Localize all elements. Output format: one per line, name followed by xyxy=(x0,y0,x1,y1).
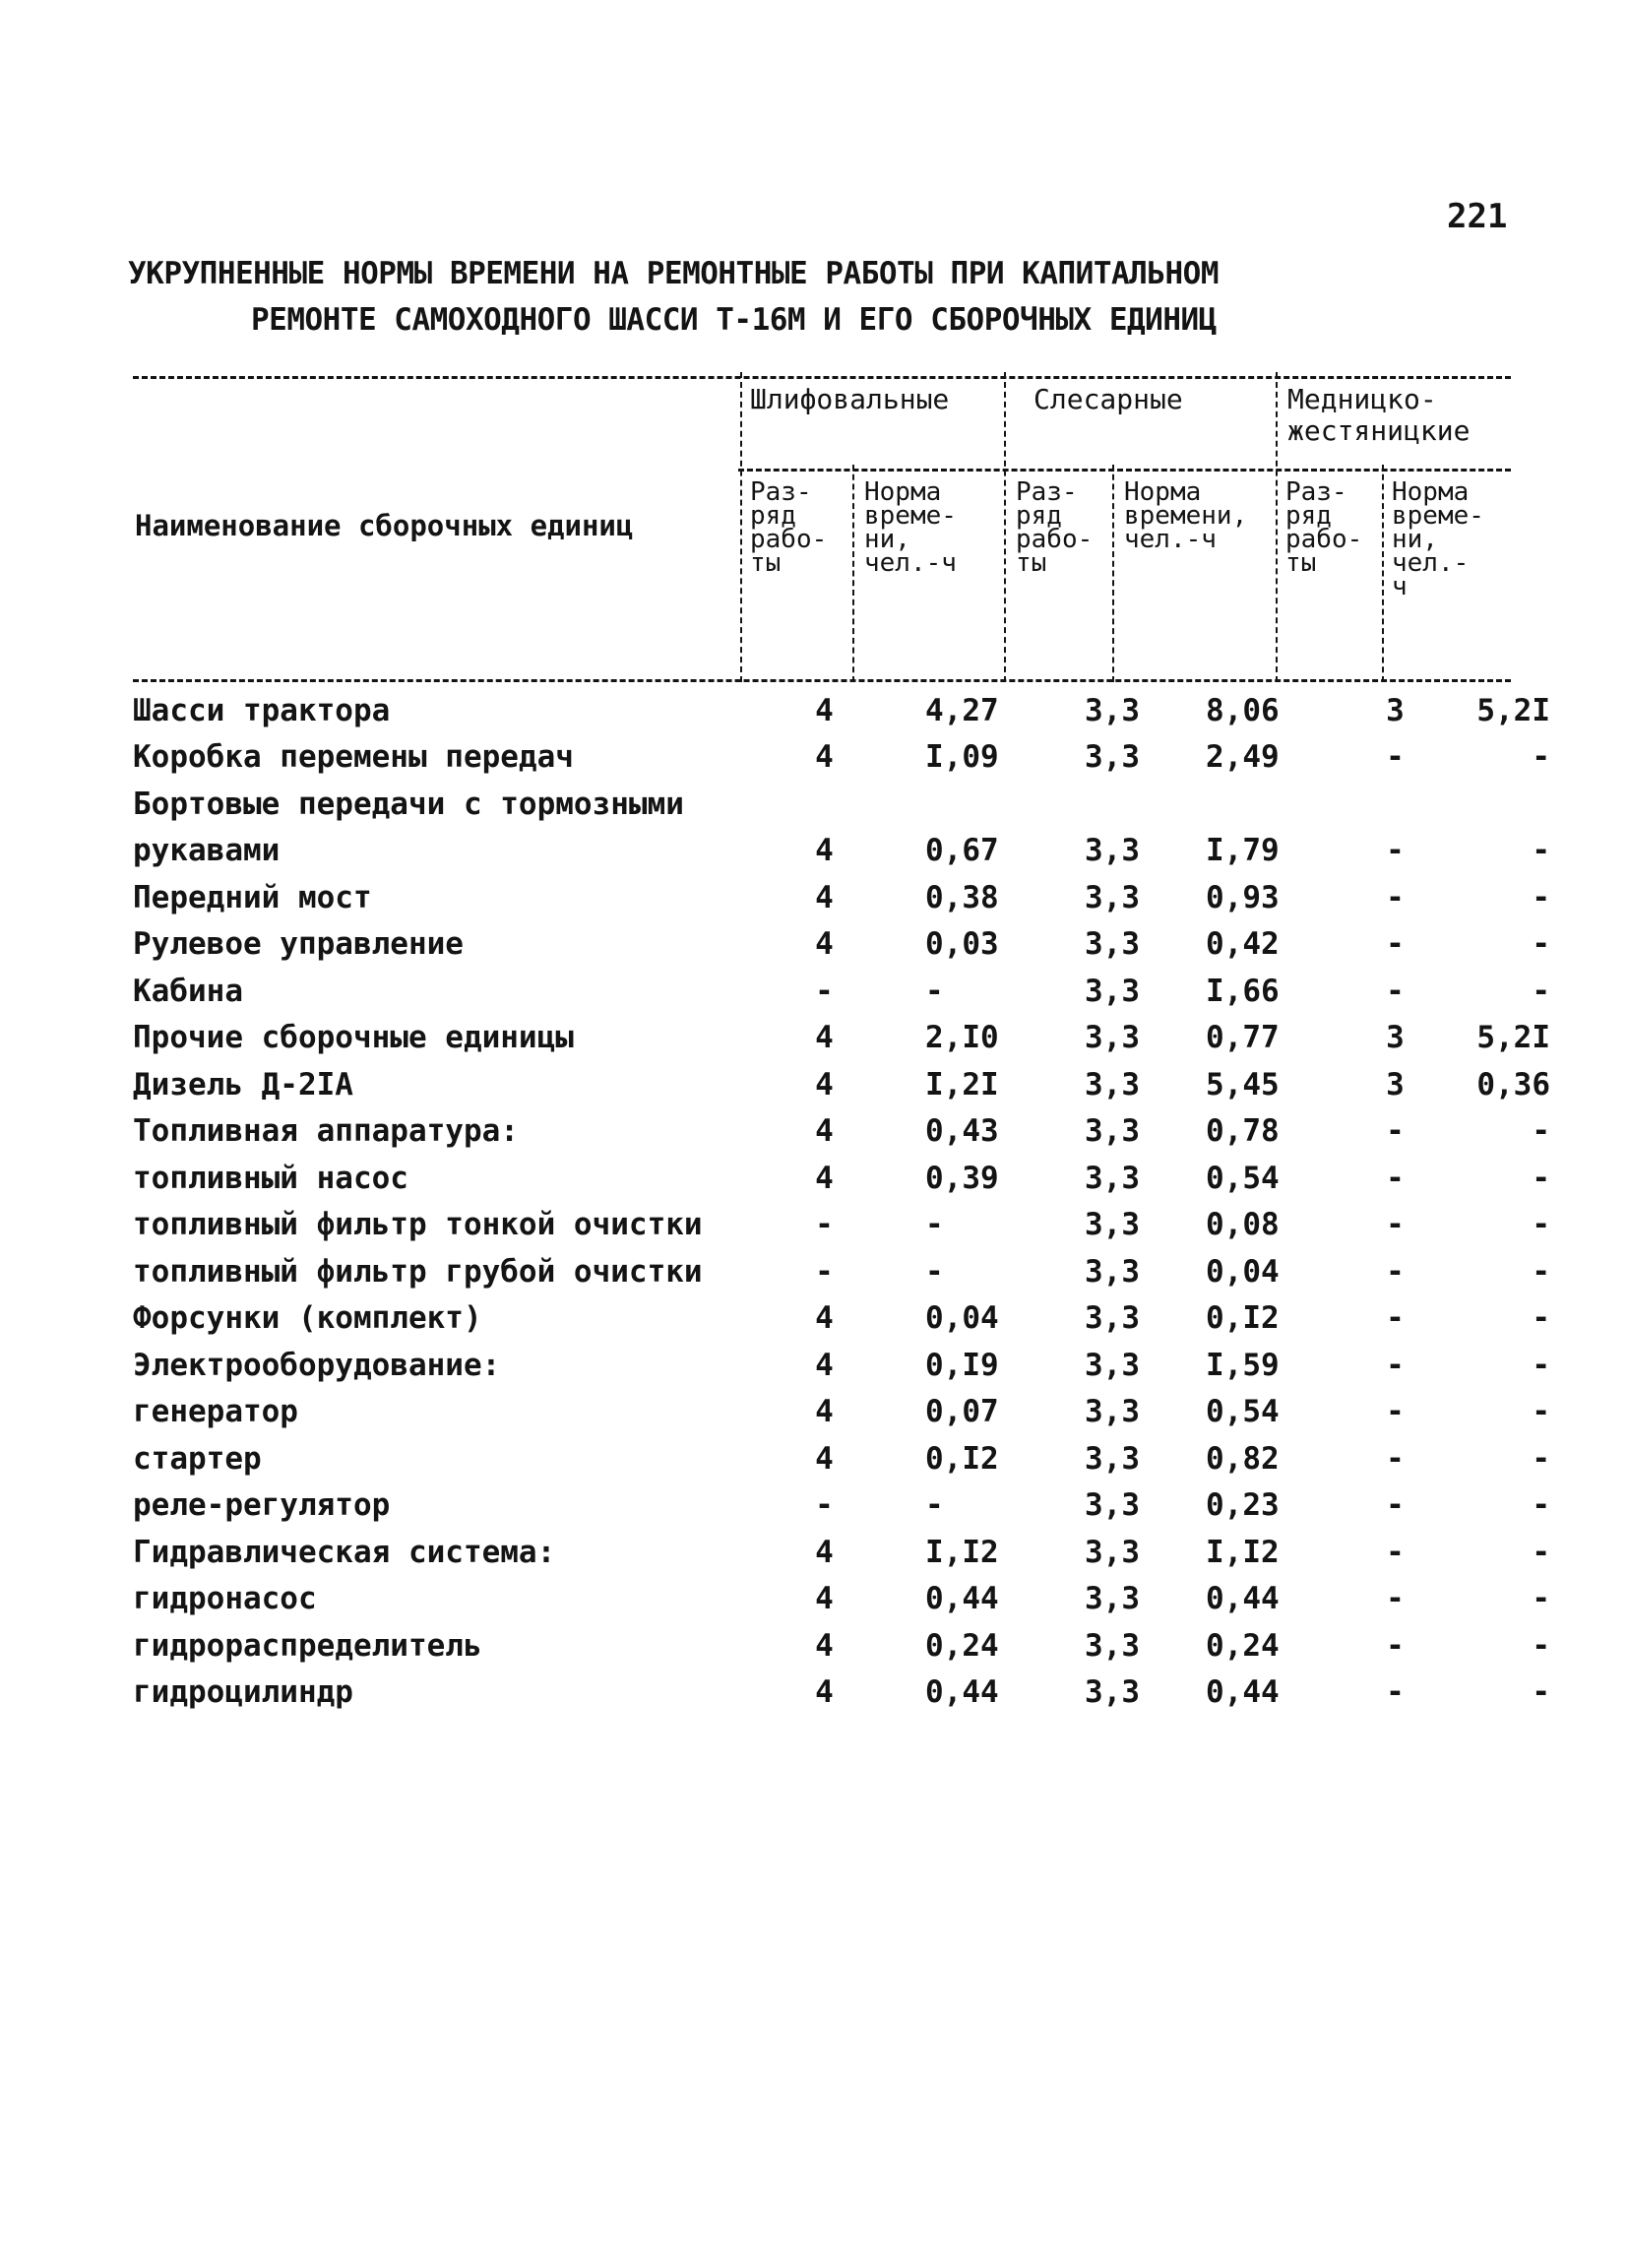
table-row xyxy=(133,1061,1550,1108)
cell-fitting-norm: 5,45 xyxy=(1206,1066,1280,1102)
cell-tinsmith-grade: - xyxy=(1386,1534,1405,1570)
header-group-tin-l1: Медницко- xyxy=(1287,383,1437,415)
cell-tinsmith-norm: 0,36 xyxy=(1476,1066,1550,1102)
cell-grinding-grade: 4 xyxy=(815,1674,834,1711)
cell-tinsmith-grade: 3 xyxy=(1386,1020,1405,1056)
cell-tinsmith-grade: - xyxy=(1386,1113,1405,1150)
cell-fitting-norm: I,66 xyxy=(1206,973,1280,1009)
cell-grinding-norm: - xyxy=(925,1253,944,1290)
row-name: топливный фильтр тонкой очистки xyxy=(133,1207,703,1243)
cell-fitting-grade: 3,3 xyxy=(1085,1160,1140,1196)
cell-grinding-grade: 4 xyxy=(815,1440,834,1477)
cell-tinsmith-grade: - xyxy=(1386,1300,1405,1337)
table-row xyxy=(133,1108,1550,1156)
cell-fitting-norm: 0,I2 xyxy=(1206,1300,1280,1337)
cell-tinsmith-grade: 3 xyxy=(1386,692,1405,728)
row-name: топливный насос xyxy=(133,1160,408,1196)
cell-tinsmith-grade: - xyxy=(1386,879,1405,915)
cell-tinsmith-grade xyxy=(1344,781,1447,828)
cell-grinding-grade: 4 xyxy=(815,926,834,963)
cell-grinding-norm: I,I2 xyxy=(925,1534,999,1570)
row-name: гидрораспределитель xyxy=(133,1627,482,1664)
cell-tinsmith-norm: - xyxy=(1532,1487,1550,1524)
cell-grinding-norm: 2,I0 xyxy=(925,1020,999,1056)
row-name: Шасси трактора xyxy=(133,692,391,728)
cell-tinsmith-norm: - xyxy=(1532,833,1550,869)
title-line-2: РЕМОНТЕ САМОХОДНОГО ШАССИ Т-16М И ЕГО СБОРОЧНЫХ ЕДИНИЦ xyxy=(251,302,1217,338)
cell-grinding-norm: 0,43 xyxy=(925,1113,999,1150)
cell-grinding-norm: - xyxy=(925,1487,944,1524)
row-name: Электрооборудование: xyxy=(133,1347,501,1383)
cell-grinding-norm: 0,24 xyxy=(925,1627,999,1664)
table-row xyxy=(133,874,1550,921)
cell-grinding-grade: 4 xyxy=(815,1627,834,1664)
cell-fitting-grade: 3,3 xyxy=(1085,1440,1140,1477)
cell-grinding-norm: - xyxy=(925,1207,944,1243)
cell-tinsmith-grade: - xyxy=(1386,1487,1405,1524)
cell-fitting-norm: 8,06 xyxy=(1206,692,1280,728)
subheader-norm-1: Норма време- ни, чел.-ч xyxy=(864,477,957,578)
norms-table-body xyxy=(133,687,1550,1716)
cell-grinding-grade: 4 xyxy=(815,1581,834,1617)
cell-tinsmith-grade: - xyxy=(1386,1440,1405,1477)
cell-tinsmith-grade: - xyxy=(1386,1160,1405,1196)
cell-tinsmith-norm: - xyxy=(1532,1674,1550,1711)
table-row xyxy=(133,1622,1550,1670)
cell-fitting-norm: 0,23 xyxy=(1206,1487,1280,1524)
cell-grinding-grade: - xyxy=(815,973,834,1009)
table-row xyxy=(133,1015,1550,1062)
cell-tinsmith-norm: - xyxy=(1532,926,1550,963)
divider-group-1 xyxy=(1004,372,1006,682)
cell-tinsmith-norm: - xyxy=(1532,1160,1550,1196)
cell-fitting-norm: 0,42 xyxy=(1206,926,1280,963)
cell-tinsmith-grade: - xyxy=(1386,1394,1405,1430)
cell-tinsmith-norm xyxy=(1447,781,1550,828)
row-name: Прочие сборочные единицы xyxy=(133,1020,574,1056)
cell-grinding-grade: 4 xyxy=(815,1347,834,1383)
cell-fitting-norm: 0,54 xyxy=(1206,1160,1280,1196)
cell-fitting-norm: 0,24 xyxy=(1206,1627,1280,1664)
cell-fitting-grade xyxy=(1038,781,1186,828)
cell-tinsmith-norm: - xyxy=(1532,1113,1550,1150)
cell-tinsmith-norm: - xyxy=(1532,879,1550,915)
cell-tinsmith-norm: - xyxy=(1532,1394,1550,1430)
table-row xyxy=(133,1670,1550,1717)
row-name: Коробка перемены передач xyxy=(133,739,574,776)
row-name: генератор xyxy=(133,1394,298,1430)
divider-sub-1 xyxy=(852,465,854,682)
cell-fitting-grade: 3,3 xyxy=(1085,1300,1140,1337)
cell-fitting-grade: 3,3 xyxy=(1085,1534,1140,1570)
cell-grinding-grade: 4 xyxy=(815,1066,834,1102)
cell-fitting-grade: 3,3 xyxy=(1085,1581,1140,1617)
header-group-fitting: Слесарные xyxy=(1033,383,1183,415)
cell-fitting-norm: 2,49 xyxy=(1206,739,1280,776)
cell-grinding-norm: I,09 xyxy=(925,739,999,776)
cell-fitting-norm: I,79 xyxy=(1206,833,1280,869)
cell-grinding-grade: 4 xyxy=(815,1020,834,1056)
cell-fitting-norm: I,I2 xyxy=(1206,1534,1280,1570)
cell-grinding-norm: 0,44 xyxy=(925,1581,999,1617)
cell-tinsmith-grade: - xyxy=(1386,926,1405,963)
cell-tinsmith-grade: - xyxy=(1386,1674,1405,1711)
cell-tinsmith-grade: - xyxy=(1386,973,1405,1009)
cell-tinsmith-norm: - xyxy=(1532,1627,1550,1664)
cell-fitting-norm: 0,78 xyxy=(1206,1113,1280,1150)
cell-grinding-grade: 4 xyxy=(815,1300,834,1337)
table-row xyxy=(133,781,1550,828)
cell-grinding-grade: 4 xyxy=(815,692,834,728)
row-name: Бортовые передачи с тормозными xyxy=(133,786,684,822)
cell-grinding-grade: 4 xyxy=(815,879,834,915)
cell-grinding-norm xyxy=(906,781,1038,828)
cell-grinding-norm: 0,39 xyxy=(925,1160,999,1196)
header-top-rule xyxy=(133,376,1511,379)
row-name: рукавами xyxy=(133,833,281,869)
header-name-col: Наименование сборочных единиц xyxy=(135,509,634,542)
cell-tinsmith-norm: - xyxy=(1532,1207,1550,1243)
cell-tinsmith-norm: 5,2I xyxy=(1476,692,1550,728)
cell-grinding-grade: - xyxy=(815,1253,834,1290)
cell-grinding-norm: 0,67 xyxy=(925,833,999,869)
header-group-tin-l2: жестяницкие xyxy=(1287,414,1471,447)
table-row xyxy=(133,1248,1550,1295)
cell-tinsmith-norm: - xyxy=(1532,1253,1550,1290)
header-group-grinding: Шлифовальные xyxy=(750,383,950,415)
cell-fitting-norm: 0,44 xyxy=(1206,1674,1280,1711)
row-name: топливный фильтр грубой очистки xyxy=(133,1253,703,1290)
cell-tinsmith-grade: 3 xyxy=(1386,1066,1405,1102)
row-name: Рулевое управление xyxy=(133,926,464,963)
cell-grinding-grade: 4 xyxy=(815,1534,834,1570)
table-row xyxy=(133,687,1550,734)
table-row xyxy=(133,1155,1550,1202)
cell-fitting-grade: 3,3 xyxy=(1085,1113,1140,1150)
table-row xyxy=(133,1482,1550,1530)
cell-tinsmith-norm: - xyxy=(1532,1300,1550,1337)
cell-grinding-grade: - xyxy=(815,1207,834,1243)
cell-grinding-norm: I,2I xyxy=(925,1066,999,1102)
norms-table xyxy=(133,687,1550,1716)
cell-grinding-grade: 4 xyxy=(815,833,834,869)
table-row xyxy=(133,734,1550,782)
table-row xyxy=(133,1576,1550,1623)
cell-fitting-grade: 3,3 xyxy=(1085,1487,1140,1524)
cell-grinding-norm: 0,03 xyxy=(925,926,999,963)
cell-fitting-grade: 3,3 xyxy=(1085,1627,1140,1664)
cell-grinding-grade: 4 xyxy=(815,739,834,776)
row-name: гидронасос xyxy=(133,1581,317,1617)
table-row xyxy=(133,1435,1550,1482)
cell-tinsmith-grade: - xyxy=(1386,833,1405,869)
cell-tinsmith-norm: - xyxy=(1532,1440,1550,1477)
cell-fitting-grade: 3,3 xyxy=(1085,739,1140,776)
cell-fitting-grade: 3,3 xyxy=(1085,1066,1140,1102)
row-name: Форсунки (комплект) xyxy=(133,1300,482,1337)
header-bottom-rule xyxy=(133,679,1511,682)
cell-fitting-grade: 3,3 xyxy=(1085,926,1140,963)
cell-grinding-norm: 0,04 xyxy=(925,1300,999,1337)
row-name: Дизель Д-2IА xyxy=(133,1066,353,1102)
cell-tinsmith-norm: - xyxy=(1532,739,1550,776)
cell-fitting-norm: I,59 xyxy=(1206,1347,1280,1383)
cell-fitting-grade: 3,3 xyxy=(1085,973,1140,1009)
subheader-grade-3: Раз- ряд рабо- ты xyxy=(1285,477,1363,578)
cell-tinsmith-norm: - xyxy=(1532,1581,1550,1617)
cell-fitting-grade: 3,3 xyxy=(1085,833,1140,869)
divider-group-2 xyxy=(1276,372,1278,682)
table-row xyxy=(133,1342,1550,1389)
row-name: Передний мост xyxy=(133,879,372,915)
table-row xyxy=(133,1295,1550,1343)
table-row xyxy=(133,1389,1550,1436)
cell-grinding-grade xyxy=(743,781,906,828)
subheader-norm-3: Норма време- ни, чел.- ч xyxy=(1392,477,1484,601)
cell-fitting-grade: 3,3 xyxy=(1085,1347,1140,1383)
cell-grinding-grade: 4 xyxy=(815,1113,834,1150)
cell-grinding-norm: 0,38 xyxy=(925,879,999,915)
cell-grinding-grade: 4 xyxy=(815,1160,834,1196)
divider-sub-2 xyxy=(1112,465,1114,682)
row-name: гидроцилиндр xyxy=(133,1674,353,1711)
cell-tinsmith-norm: 5,2I xyxy=(1476,1020,1550,1056)
cell-grinding-norm: - xyxy=(925,973,944,1009)
cell-grinding-norm: 4,27 xyxy=(925,692,999,728)
cell-tinsmith-norm: - xyxy=(1532,1534,1550,1570)
cell-grinding-norm: 0,44 xyxy=(925,1674,999,1711)
cell-tinsmith-norm: - xyxy=(1532,973,1550,1009)
cell-fitting-grade: 3,3 xyxy=(1085,692,1140,728)
cell-fitting-grade: 3,3 xyxy=(1085,1253,1140,1290)
cell-grinding-grade: - xyxy=(815,1487,834,1524)
cell-tinsmith-grade: - xyxy=(1386,1347,1405,1383)
table-row xyxy=(133,921,1550,969)
row-name: реле-регулятор xyxy=(133,1487,391,1524)
cell-fitting-grade: 3,3 xyxy=(1085,1674,1140,1711)
cell-fitting-norm xyxy=(1186,781,1344,828)
cell-fitting-grade: 3,3 xyxy=(1085,1394,1140,1430)
row-name: Топливная аппаратура: xyxy=(133,1113,519,1150)
cell-fitting-grade: 3,3 xyxy=(1085,1020,1140,1056)
cell-grinding-grade: 4 xyxy=(815,1394,834,1430)
cell-fitting-norm: 0,77 xyxy=(1206,1020,1280,1056)
table-row xyxy=(133,828,1550,875)
row-name: стартер xyxy=(133,1440,262,1477)
cell-fitting-grade: 3,3 xyxy=(1085,879,1140,915)
cell-tinsmith-grade: - xyxy=(1386,1253,1405,1290)
page-title xyxy=(128,251,1457,344)
table-row xyxy=(133,1202,1550,1249)
page-number: 221 xyxy=(1447,197,1508,236)
cell-fitting-norm: 0,82 xyxy=(1206,1440,1280,1477)
cell-fitting-norm: 0,44 xyxy=(1206,1581,1280,1617)
cell-fitting-norm: 0,04 xyxy=(1206,1253,1280,1290)
cell-fitting-grade: 3,3 xyxy=(1085,1207,1140,1243)
cell-fitting-norm: 0,54 xyxy=(1206,1394,1280,1430)
cell-tinsmith-grade: - xyxy=(1386,1627,1405,1664)
table-row xyxy=(133,1529,1550,1576)
table-row xyxy=(133,968,1550,1015)
title-line-1: УКРУПНЕННЫЕ НОРМЫ ВРЕМЕНИ НА РЕМОНТНЫЕ РАБОТЫ ПРИ КАПИТАЛЬНОМ xyxy=(128,256,1219,291)
cell-grinding-norm: 0,I2 xyxy=(925,1440,999,1477)
row-name: Кабина xyxy=(133,973,243,1009)
cell-fitting-norm: 0,08 xyxy=(1206,1207,1280,1243)
cell-grinding-norm: 0,I9 xyxy=(925,1347,999,1383)
row-name: Гидравлическая система: xyxy=(133,1534,556,1570)
subheader-norm-2: Норма времени, чел.-ч xyxy=(1124,477,1248,554)
cell-tinsmith-grade: - xyxy=(1386,739,1405,776)
cell-tinsmith-norm: - xyxy=(1532,1347,1550,1383)
subheader-grade-2: Раз- ряд рабо- ты xyxy=(1016,477,1094,578)
cell-tinsmith-grade: - xyxy=(1386,1581,1405,1617)
divider-name-col xyxy=(740,372,742,682)
subheader-grade-1: Раз- ряд рабо- ты xyxy=(750,477,828,578)
divider-sub-3 xyxy=(1382,465,1384,682)
cell-fitting-norm: 0,93 xyxy=(1206,879,1280,915)
cell-grinding-norm: 0,07 xyxy=(925,1394,999,1430)
cell-tinsmith-grade: - xyxy=(1386,1207,1405,1243)
